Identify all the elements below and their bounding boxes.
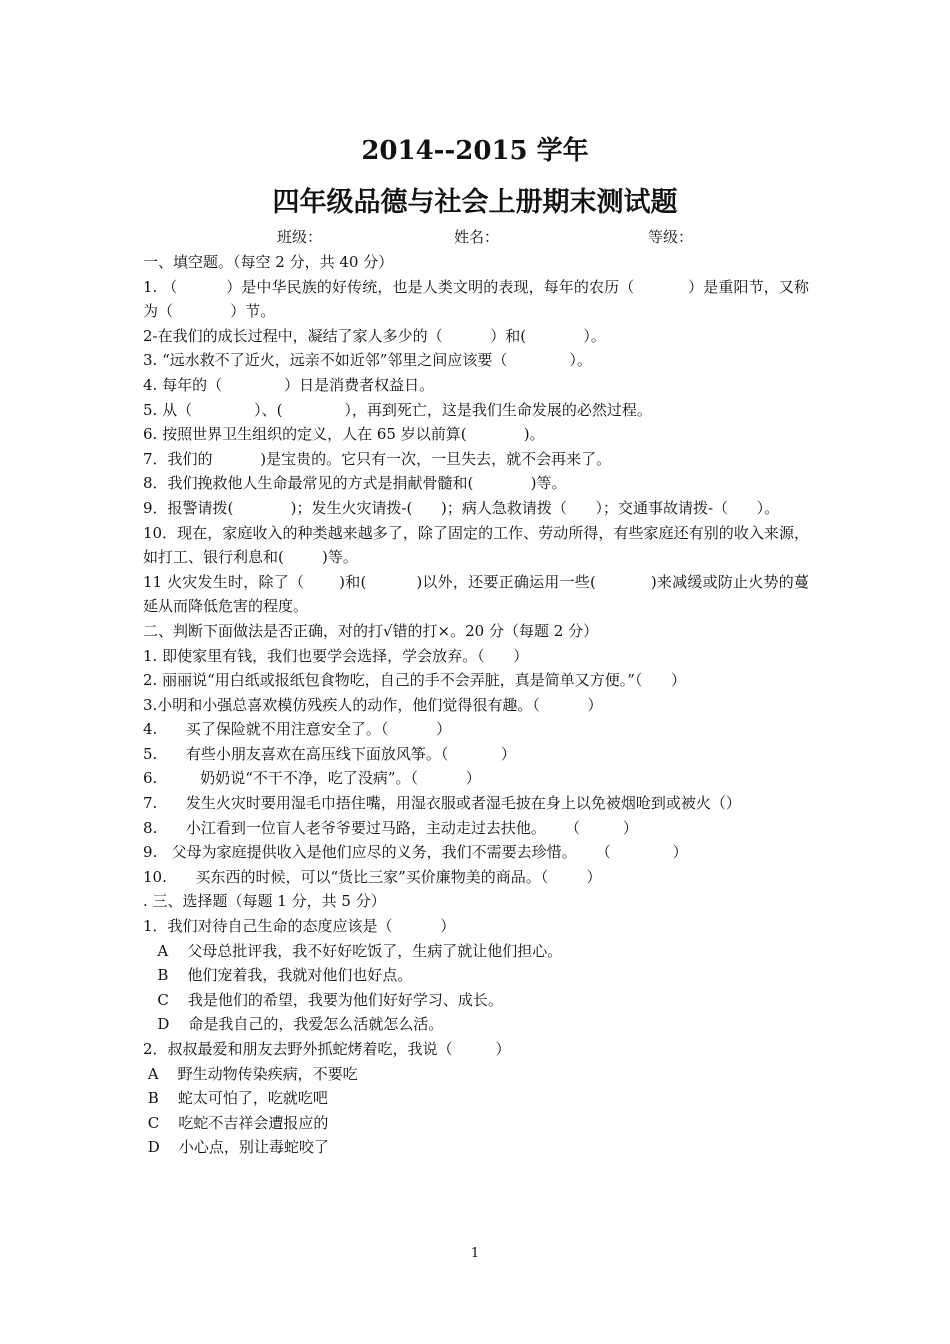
question-line: 4. 买了保险就不用注意安全了。（ ） [143, 720, 452, 739]
section-header-true-false: 二、判断下面做法是否正确，对的打√错的打×。20 分（每题 2 分） [143, 621, 599, 640]
question-line: 9．报警请拨( )；发生火灾请拨-( )；病人急救请拨（ ）；交通事故请拨-（ ）。 [143, 498, 780, 517]
option-line: D 命是我自己的，我爱怎么活就怎么活。 [143, 1015, 444, 1034]
question-line: 10. 买东西的时候，可以“货比三家”买价廉物美的商品。（ ） [143, 867, 602, 886]
question-line: 2．叔叔最爱和朋友去野外抓蛇烤着吃，我说（ ） [143, 1040, 511, 1058]
option-line: A 父母总批评我，我不好好吃饭了，生病了就让他们担心。 [143, 941, 563, 960]
exam-body [143, 250, 809, 1160]
question-line: 2. 丽丽说“用白纸或报纸包食物吃，自己的手不会弄脏，真是简单又方便。”（ ） [143, 671, 687, 690]
question-line: 1．我们对待自己生命的态度应该是（ ） [143, 917, 456, 936]
name-label: 姓名： [454, 228, 500, 246]
option-line: A 野生动物传染疾病，不要吃 [143, 1064, 358, 1083]
question-line: 2-在我们的成长过程中，凝结了家人多少的（ ）和( ）。 [143, 326, 606, 345]
option-line: C 吃蛇不吉祥会遭报应的 [143, 1113, 329, 1132]
question-line: 4. 每年的（ ）日是消费者权益日。 [143, 375, 435, 394]
option-line: D 小心点，别让毒蛇咬了 [143, 1138, 329, 1157]
section-header-choice: . 三、选择题（每题 1 分，共 5 分） [143, 892, 386, 911]
student-info-row [0, 226, 950, 250]
question-line: 8. 小江看到一位盲人老爷爷要过马路，主动走过去扶他。 （ ） [143, 818, 638, 837]
question-line: 1. （ ）是中华民族的好传统，也是人类文明的表现，每年的农历（ ）是重阳节，又称为（ ）节。 [143, 277, 809, 321]
section-header-fill-in: 一、填空题。（每空 2 分，共 40 分） [143, 253, 394, 271]
question-line: 6. 按照世界卫生组织的定义，人在 65 岁以前算( )。 [143, 425, 545, 444]
question-line: 6. 奶奶说“不干不净，吃了没病”。（ ） [143, 769, 481, 788]
question-line: 5. 从（ ）、( ），再到死亡，这是我们生命发展的必然过程。 [143, 400, 652, 419]
option-line: C 我是他们的希望，我要为他们好好学习、成长。 [143, 990, 503, 1009]
grade-label: 等级： [648, 228, 694, 246]
question-line: 7. 发生火灾时要用湿毛巾捂住嘴，用湿衣服或者湿毛披在身上以免被烟呛到或被火（） [143, 794, 741, 813]
class-label: 班级： [277, 228, 323, 246]
exam-title: 四年级品德与社会上册期末测试题 [272, 187, 678, 218]
question-line: 11 火灾发生时，除了（ )和( )以外，还要正确运用一些( )来减缓或防止火势的蔓延从而降低危害的程度。 [143, 572, 809, 616]
option-line: B 蛇太可怕了，吃就吃吧 [143, 1089, 328, 1108]
option-line: B 他们宠着我，我就对他们也好点。 [143, 966, 413, 985]
question-line: 7．我们的 )是宝贵的。它只有一次，一旦失去，就不会再来了。 [143, 449, 612, 468]
question-line: 8．我们挽救他人生命最常见的方式是捐献骨髓和( )等。 [143, 474, 567, 493]
question-line: 1. 即使家里有钱，我们也要学会选择，学会放弃。（ ） [143, 646, 529, 665]
school-year-title: 2014--2015 学年 [361, 136, 589, 166]
question-line: 3. “远水救不了近火，远亲不如近邻”邻里之间应该要（ ）。 [143, 351, 592, 370]
question-line: 5. 有些小朋友喜欢在高压线下面放风筝。（ ） [143, 744, 516, 763]
page-number: 1 [470, 1246, 480, 1261]
question-line: 9. 父母为家庭提供收入是他们应尽的义务，我们不需要去珍惜。 （ ） [143, 843, 688, 862]
question-line: 3.小明和小强总喜欢模仿残疾人的动作，他们觉得很有趣。（ ） [143, 695, 603, 714]
question-line: 10．现在，家庭收入的种类越来越多了，除了固定的工作、劳动所得，有些家庭还有别的收入来源，如打工、银行利息和( )等。 [143, 523, 809, 567]
